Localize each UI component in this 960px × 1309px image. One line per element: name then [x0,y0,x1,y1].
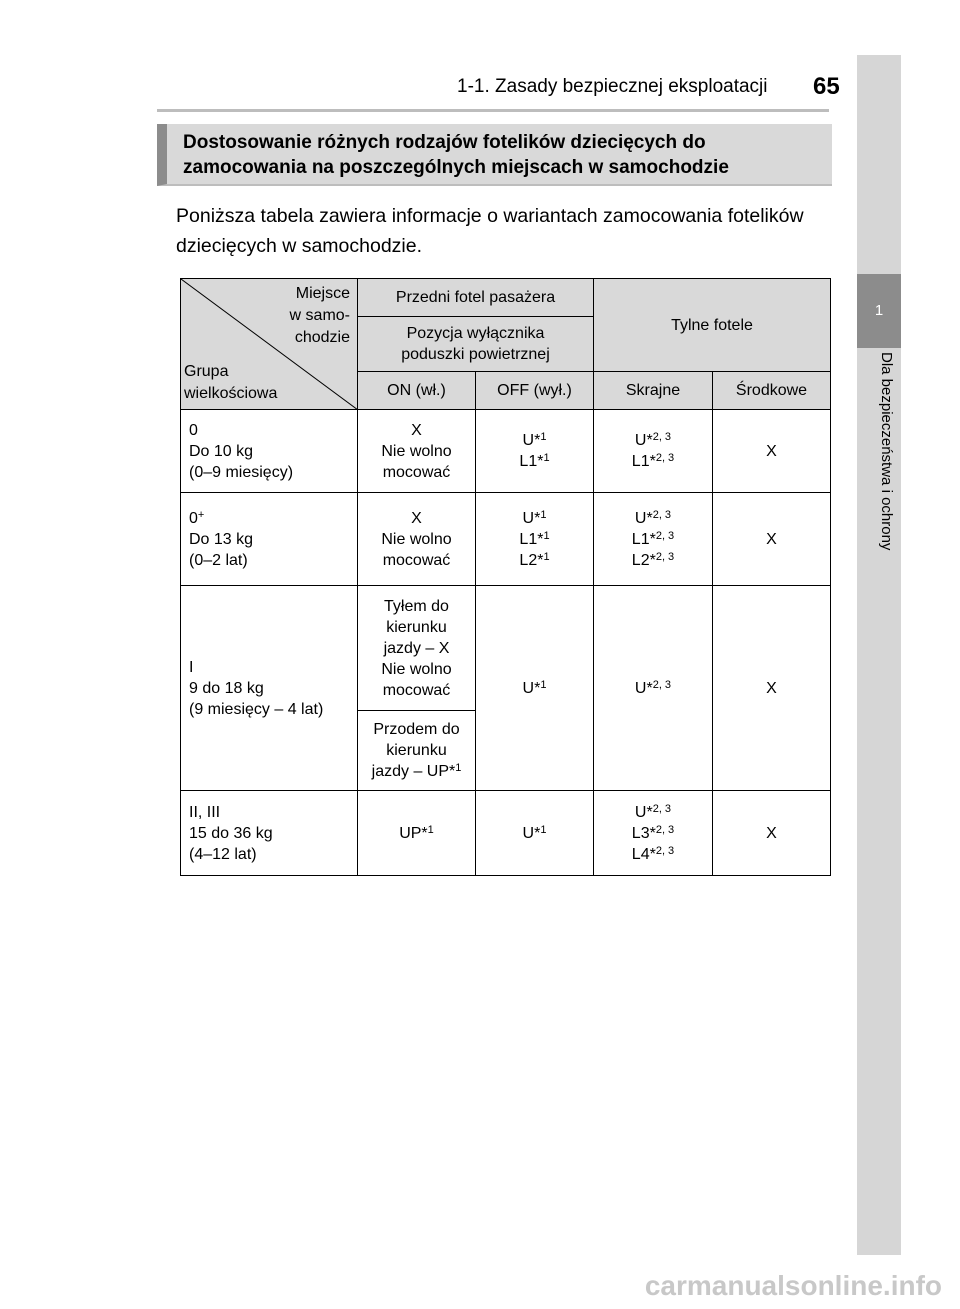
airbag-on-forward-facing-cell [358,711,476,791]
corner-text: wielkościowa [184,385,278,402]
cell-line: Nie wolno [381,660,452,678]
intro-paragraph [176,201,836,261]
footnote-ref: 2, 3 [652,508,672,521]
cell-line: X [411,421,422,439]
seat-position-label [290,283,350,349]
group-line: I [189,658,194,676]
cell-line: mocować [382,551,451,569]
cell-line: kierunku [386,618,447,636]
code: L1* [519,530,544,548]
group-code: 0 [189,509,198,527]
cell-line [594,529,712,550]
footnote-ref: 2, 3 [652,678,672,691]
cell-line [476,451,593,472]
rear-outer-cell [594,586,713,791]
table-row [181,410,831,493]
header-line: Pozycja wyłącznika [406,325,545,342]
group-line: Do 10 kg [189,442,254,460]
group-cell [181,493,358,586]
group-line: (4–12 lat) [189,845,257,863]
footnote-ref: 2, 3 [655,529,675,542]
corner-text: chodzie [294,329,350,346]
code: U* [522,679,541,697]
footnote-ref: 2, 3 [655,844,675,857]
cell-line [476,823,593,844]
front-seat-header: Przedni fotel pasażera [358,279,594,317]
rear-center-cell: X [713,791,831,876]
footnote-ref: 1 [540,823,547,836]
cell-line [594,844,712,865]
on-header: ON (wł.) [358,372,476,410]
rear-outer-cell [594,493,713,586]
header-rule [157,109,829,112]
cell-line [594,550,712,571]
footnote-ref: 1 [540,431,547,443]
side-tab [857,55,901,1255]
cell-line: mocować [382,681,451,699]
airbag-on-cell [358,410,476,493]
intro-line: dziecięcych w samochodzie. [176,235,423,257]
airbag-switch-header [358,317,594,372]
corner-text: w samo- [289,307,350,324]
cell-line [594,508,712,529]
cell-line [594,678,712,699]
child-seat-table [180,278,831,876]
footnote-ref: 1 [543,452,550,464]
footnote-ref: 2, 3 [655,452,675,464]
group-cell [181,791,358,876]
rear-outer-cell [594,791,713,876]
group-sup: + [197,508,205,521]
code: L4* [631,845,656,863]
section-heading [183,130,729,180]
airbag-off-cell [476,791,594,876]
group-line [189,508,357,529]
footnote-ref: 1 [455,762,462,774]
airbag-off-cell [476,410,594,493]
cell-line: Przodem do [373,721,460,738]
code: UP* [399,824,428,842]
cell-line [594,451,712,472]
code: L1* [519,453,544,470]
group-line: 0 [189,421,198,439]
group-cell [181,586,358,791]
cell-line [594,823,712,844]
group-line: (9 miesięcy – 4 lat) [189,700,324,718]
corner-text: Miejsce [295,285,350,302]
code: U* [634,432,653,449]
cell-line: X [411,509,422,527]
footnote-ref: 1 [540,678,547,691]
section-heading-line: zamocowania na poszczególnych miejscach w samochodzie [183,157,729,178]
chapter-title: Dla bezpieczeństwa i ochrony [878,352,895,551]
header-line: poduszki powietrznej [401,346,550,363]
footnote-ref: 2, 3 [652,431,672,443]
cell-line: Nie wolno [381,442,452,460]
section-heading-box [157,124,832,186]
code: U* [522,509,541,527]
code: U* [522,824,541,842]
footnote-ref: 1 [543,529,550,542]
cell-line [594,802,712,823]
cell-line [476,550,593,571]
size-group-label [184,361,277,405]
group-line: 15 do 36 kg [189,824,273,842]
rear-center-cell: X [713,493,831,586]
airbag-off-cell [476,493,594,586]
chapter-number-tab[interactable]: 1 [857,274,901,348]
footnote-ref: 2, 3 [652,802,672,815]
footnote-ref: 2, 3 [655,823,675,836]
section-heading-line: Dostosowanie różnych rodzajów fotelików dziecięcych do [183,132,706,153]
code: jazdy – UP* [371,763,456,780]
group-line: (0–9 miesięcy) [189,463,294,481]
watermark-logo: carmanualsonline.info [644,1270,942,1301]
cell-line [476,529,593,550]
footnote-ref: 1 [427,823,434,836]
intro-line: Poniższa tabela zawiera informacje o wariantach zamocowania fotelików [176,205,804,227]
corner-header-cell [181,279,358,410]
group-line: 9 do 18 kg [189,679,264,697]
corner-text: Grupa [184,363,229,380]
rear-center-cell: X [713,586,831,791]
code: L2* [519,551,544,569]
code: L1* [631,530,656,548]
table-row [181,586,831,711]
code: U* [634,803,653,821]
cell-line: Nie wolno [381,530,452,548]
code: U* [522,432,541,449]
group-line: (0–2 lat) [189,551,248,569]
header-section-title: 1-1. Zasady bezpiecznej eksploatacji [457,76,768,97]
code: U* [634,509,653,527]
cell-line [358,823,475,844]
cell-line [358,761,475,782]
cell-line [476,508,593,529]
rear-seats-header: Tylne fotele [594,279,831,372]
table-row [181,493,831,586]
page-number: 65 [813,73,840,100]
cell-line: kierunku [386,742,447,759]
code: U* [634,679,653,697]
group-line: Do 13 kg [189,530,254,548]
code: L1* [631,453,656,470]
cell-line: Tyłem do [384,597,449,615]
off-header: OFF (wył.) [476,372,594,410]
rear-center-cell: X [713,410,831,493]
cell-line [476,430,593,451]
group-cell [181,410,358,493]
airbag-on-rear-facing-cell [358,586,476,711]
footnote-ref: 1 [543,550,550,563]
group-line: II, III [189,803,221,821]
center-header: Środkowe [713,372,831,410]
code: L2* [631,551,656,569]
footnote-ref: 2, 3 [655,550,675,563]
outer-header: Skrajne [594,372,713,410]
code: L3* [631,824,656,842]
cell-line: mocować [382,463,451,481]
airbag-off-cell [476,586,594,791]
rear-outer-cell [594,410,713,493]
cell-line [594,430,712,451]
airbag-on-cell [358,791,476,876]
airbag-on-cell [358,493,476,586]
footnote-ref: 1 [540,508,547,521]
cell-line [476,678,593,699]
table-row [181,791,831,876]
cell-line: jazdy – X [383,639,450,657]
